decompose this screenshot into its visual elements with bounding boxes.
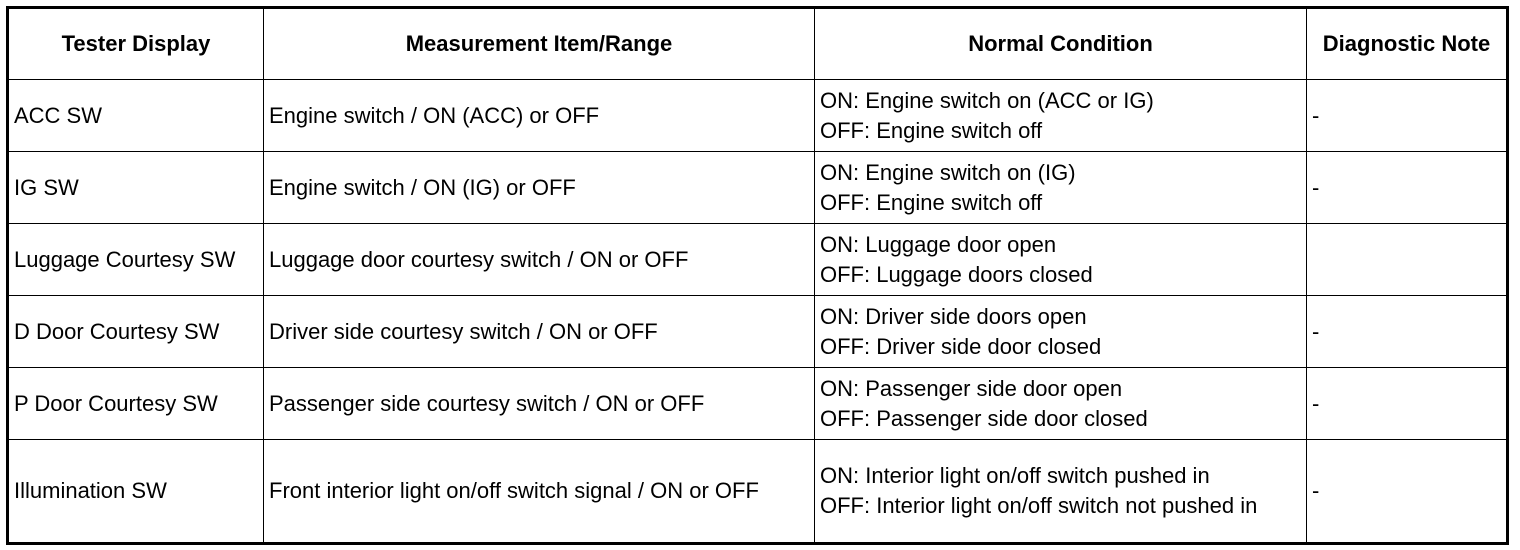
table-row — [8, 80, 1508, 152]
normal-off-text: OFF: Interior light on/off switch not pushed in — [820, 493, 1258, 518]
header-diagnostic-note: Diagnostic Note — [1307, 8, 1508, 80]
normal-off-text: OFF: Driver side door closed — [820, 333, 1102, 359]
normal-off-text: OFF: Engine switch off — [820, 189, 1043, 215]
cell-normal-condition — [815, 224, 1307, 296]
cell-normal-condition — [815, 152, 1307, 224]
cell-measurement-item: Driver side courtesy switch / ON or OFF — [264, 296, 815, 368]
table-row — [8, 296, 1508, 368]
header-tester-display: Tester Display — [8, 8, 264, 80]
data-list-table — [6, 6, 1509, 545]
cell-diagnostic-note: - — [1307, 440, 1508, 544]
cell-diagnostic-note — [1307, 224, 1508, 296]
normal-on-text: ON: Engine switch on (IG) — [820, 159, 1076, 185]
table-row — [8, 368, 1508, 440]
cell-diagnostic-note: - — [1307, 80, 1508, 152]
cell-diagnostic-note: - — [1307, 152, 1508, 224]
normal-on-text: ON: Driver side doors open — [820, 303, 1087, 329]
cell-diagnostic-note: - — [1307, 368, 1508, 440]
cell-tester-display: D Door Courtesy SW — [8, 296, 264, 368]
normal-on-text: ON: Passenger side door open — [820, 375, 1123, 401]
cell-tester-display: P Door Courtesy SW — [8, 368, 264, 440]
cell-normal-condition — [815, 368, 1307, 440]
cell-tester-display: IG SW — [8, 152, 264, 224]
table-row — [8, 152, 1508, 224]
table-row — [8, 224, 1508, 296]
cell-tester-display: Luggage Courtesy SW — [8, 224, 264, 296]
header-measurement-item: Measurement Item/Range — [264, 8, 815, 80]
normal-on-text: ON: Luggage door open — [820, 231, 1057, 257]
cell-measurement-item: Engine switch / ON (IG) or OFF — [264, 152, 815, 224]
normal-off-text: OFF: Engine switch off — [820, 117, 1043, 143]
normal-on-text: ON: Interior light on/off switch pushed in — [820, 463, 1210, 488]
table-header-row — [8, 8, 1508, 80]
cell-measurement-item: Passenger side courtesy switch / ON or OFF — [264, 368, 815, 440]
header-normal-condition: Normal Condition — [815, 8, 1307, 80]
cell-tester-display: Illumination SW — [8, 440, 264, 544]
cell-measurement-item: Front interior light on/off switch signal / ON or OFF — [264, 440, 815, 544]
cell-tester-display: ACC SW — [8, 80, 264, 152]
normal-off-text: OFF: Passenger side door closed — [820, 405, 1148, 431]
cell-measurement-item: Luggage door courtesy switch / ON or OFF — [264, 224, 815, 296]
cell-measurement-item: Engine switch / ON (ACC) or OFF — [264, 80, 815, 152]
normal-on-text: ON: Engine switch on (ACC or IG) — [820, 87, 1154, 113]
cell-normal-condition — [815, 440, 1307, 544]
normal-off-text: OFF: Luggage doors closed — [820, 261, 1093, 287]
cell-normal-condition — [815, 296, 1307, 368]
table-row — [8, 440, 1508, 544]
cell-diagnostic-note: - — [1307, 296, 1508, 368]
cell-normal-condition — [815, 80, 1307, 152]
